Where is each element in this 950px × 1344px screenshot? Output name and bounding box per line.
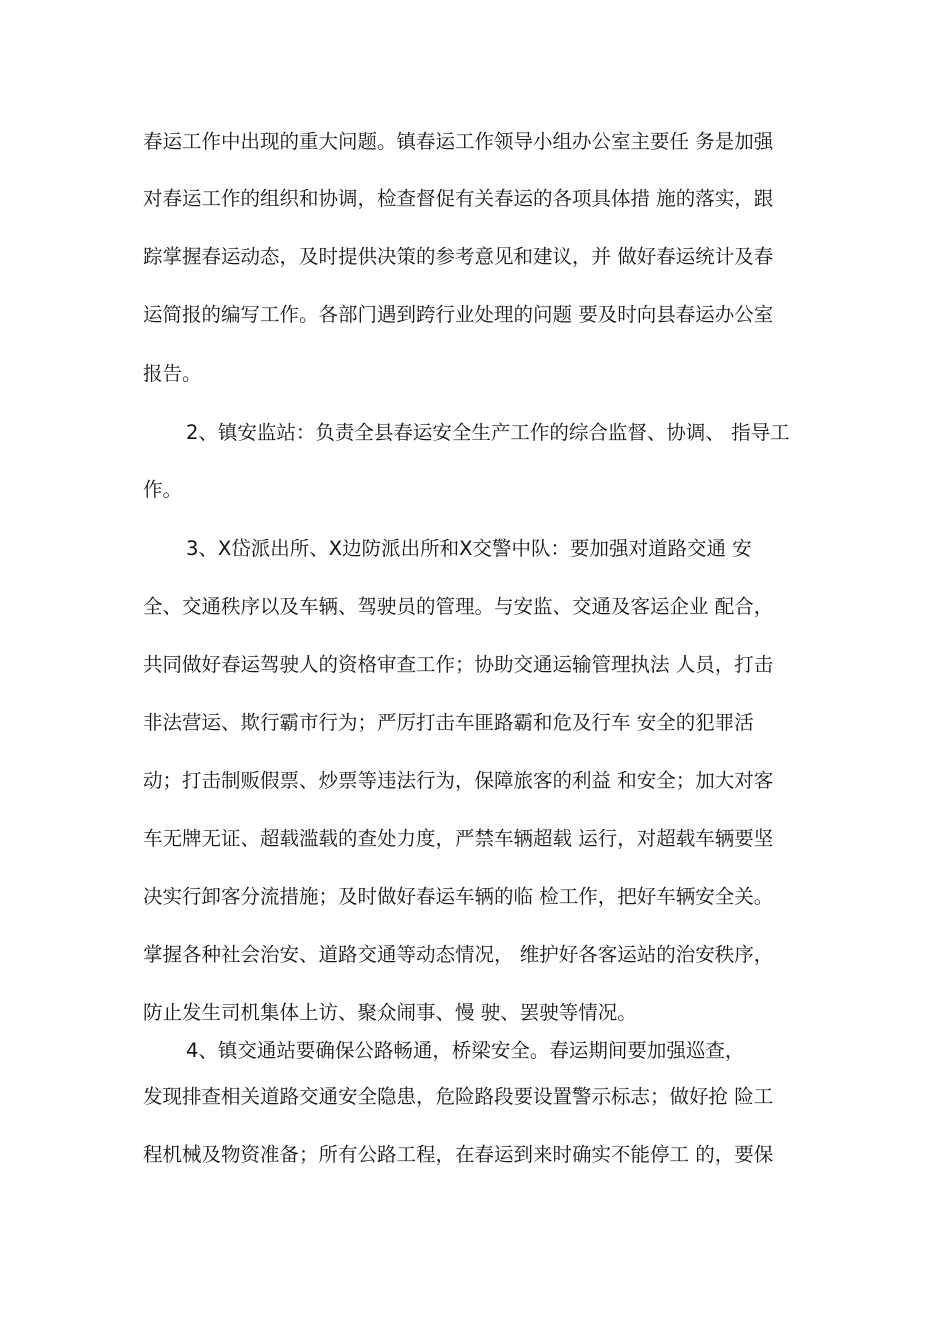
text-line: 3、X岱派出所、X边防派出所和X交警中队：要加强对道路交通 安 [186,537,752,560]
text-line: 共同做好春运驾驶人的资格审查工作；协助交通运输管理执法 人员，打击 [143,653,774,676]
text-line: 4、镇交通站要确保公路畅通，桥梁安全。春运期间要加强巡查， [186,1039,745,1062]
text-line: 2、镇安监站：负责全县春运安全生产工作的综合监督、协调、 指导工 [186,421,790,444]
text-line: 全、交通秩序以及车辆、驾驶员的管理。与安监、交通及客运企业 配合， [143,595,774,618]
text-line: 程机械及物资准备；所有公路工程，在春运到来时确实不能停工 的，要保 [143,1143,774,1166]
text-line: 踪掌握春运动态，及时提供决策的参考意见和建议，并 做好春运统计及春 [143,245,774,268]
text-line: 决实行卸客分流措施；及时做好春运车辆的临 检工作，把好车辆安全关。 [143,885,774,908]
text-line: 防止发生司机集体上访、聚众闹事、慢 驶、罢驶等情况。 [143,1001,637,1024]
text-line: 作。 [143,478,183,501]
text-line: 报告。 [143,362,202,385]
text-line: 春运工作中出现的重大问题。镇春运工作领导小组办公室主要任 务是加强 [143,130,774,153]
text-line: 动；打击制贩假票、炒票等违法行为，保障旅客的利益 和安全；加大对客 [143,769,774,792]
text-line: 对春运工作的组织和协调，检查督促有关春运的各项具体措 施的落实，跟 [143,187,774,210]
text-line: 掌握各种社会治安、道路交通等动态情况， 维护好各客运站的治安秩序， [143,943,774,966]
text-line: 非法营运、欺行霸市行为；严厉打击车匪路霸和危及行车 安全的犯罪活 [143,711,754,734]
text-line: 发现排查相关道路交通安全隐患，危险路段要设置警示标志；做好抢 险工 [143,1085,774,1108]
text-line: 运简报的编写工作。各部门遇到跨行业处理的问题 要及时向县春运办公室 [143,303,774,326]
text-line: 车无牌无证、超载滥载的查处力度，严禁车辆超载 运行，对超载车辆要坚 [143,827,774,850]
